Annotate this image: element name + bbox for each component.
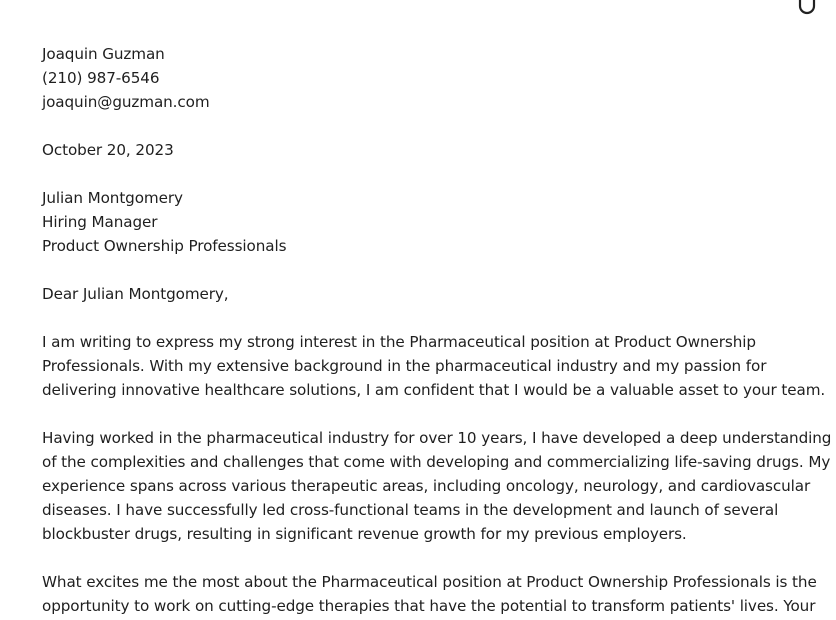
- paragraph-line: delivering innovative healthcare solutions, I am confident that I would be a valuable asset to your team.: [42, 381, 826, 399]
- body-paragraph-2: [42, 426, 832, 546]
- paragraph-line: diseases. I have successfully led cross-functional teams in the development and launch of several: [42, 501, 779, 519]
- letter-date: October 20, 2023: [42, 141, 174, 159]
- recipient-title: Hiring Manager: [42, 213, 158, 231]
- paragraph-line: blockbuster drugs, resulting in significant revenue growth for my previous employers.: [42, 525, 687, 543]
- paragraph-line: Professionals. With my extensive background in the pharmaceutical industry and my passion for: [42, 357, 767, 375]
- body-paragraph-3: [42, 570, 817, 618]
- sender-email: joaquin@guzman.com: [42, 93, 210, 111]
- partial-icon: [798, 0, 816, 16]
- salutation: Dear Julian Montgomery,: [42, 285, 229, 303]
- paragraph-line: experience spans across various therapeutic areas, including oncology, neurology, and cardiovascular: [42, 477, 811, 495]
- sender-name: Joaquin Guzman: [42, 45, 165, 63]
- paragraph-line: Having worked in the pharmaceutical industry for over 10 years, I have developed a deep understanding: [42, 429, 832, 447]
- paragraph-line: I am writing to express my strong interest in the Pharmaceutical position at Product Ownership: [42, 333, 756, 351]
- recipient-name: Julian Montgomery: [42, 189, 183, 207]
- sender-phone: (210) 987-6546: [42, 69, 160, 87]
- cover-letter: [42, 42, 832, 618]
- paragraph-line: What excites me the most about the Pharmaceutical position at Product Ownership Professionals is the: [42, 573, 817, 591]
- recipient-company: Product Ownership Professionals: [42, 237, 287, 255]
- paragraph-line: of the complexities and challenges that come with developing and commercializing life-saving drugs. My: [42, 453, 831, 471]
- paragraph-line: opportunity to work on cutting-edge therapies that have the potential to transform patients' lives. Your: [42, 597, 816, 615]
- body-paragraph-1: [42, 330, 826, 402]
